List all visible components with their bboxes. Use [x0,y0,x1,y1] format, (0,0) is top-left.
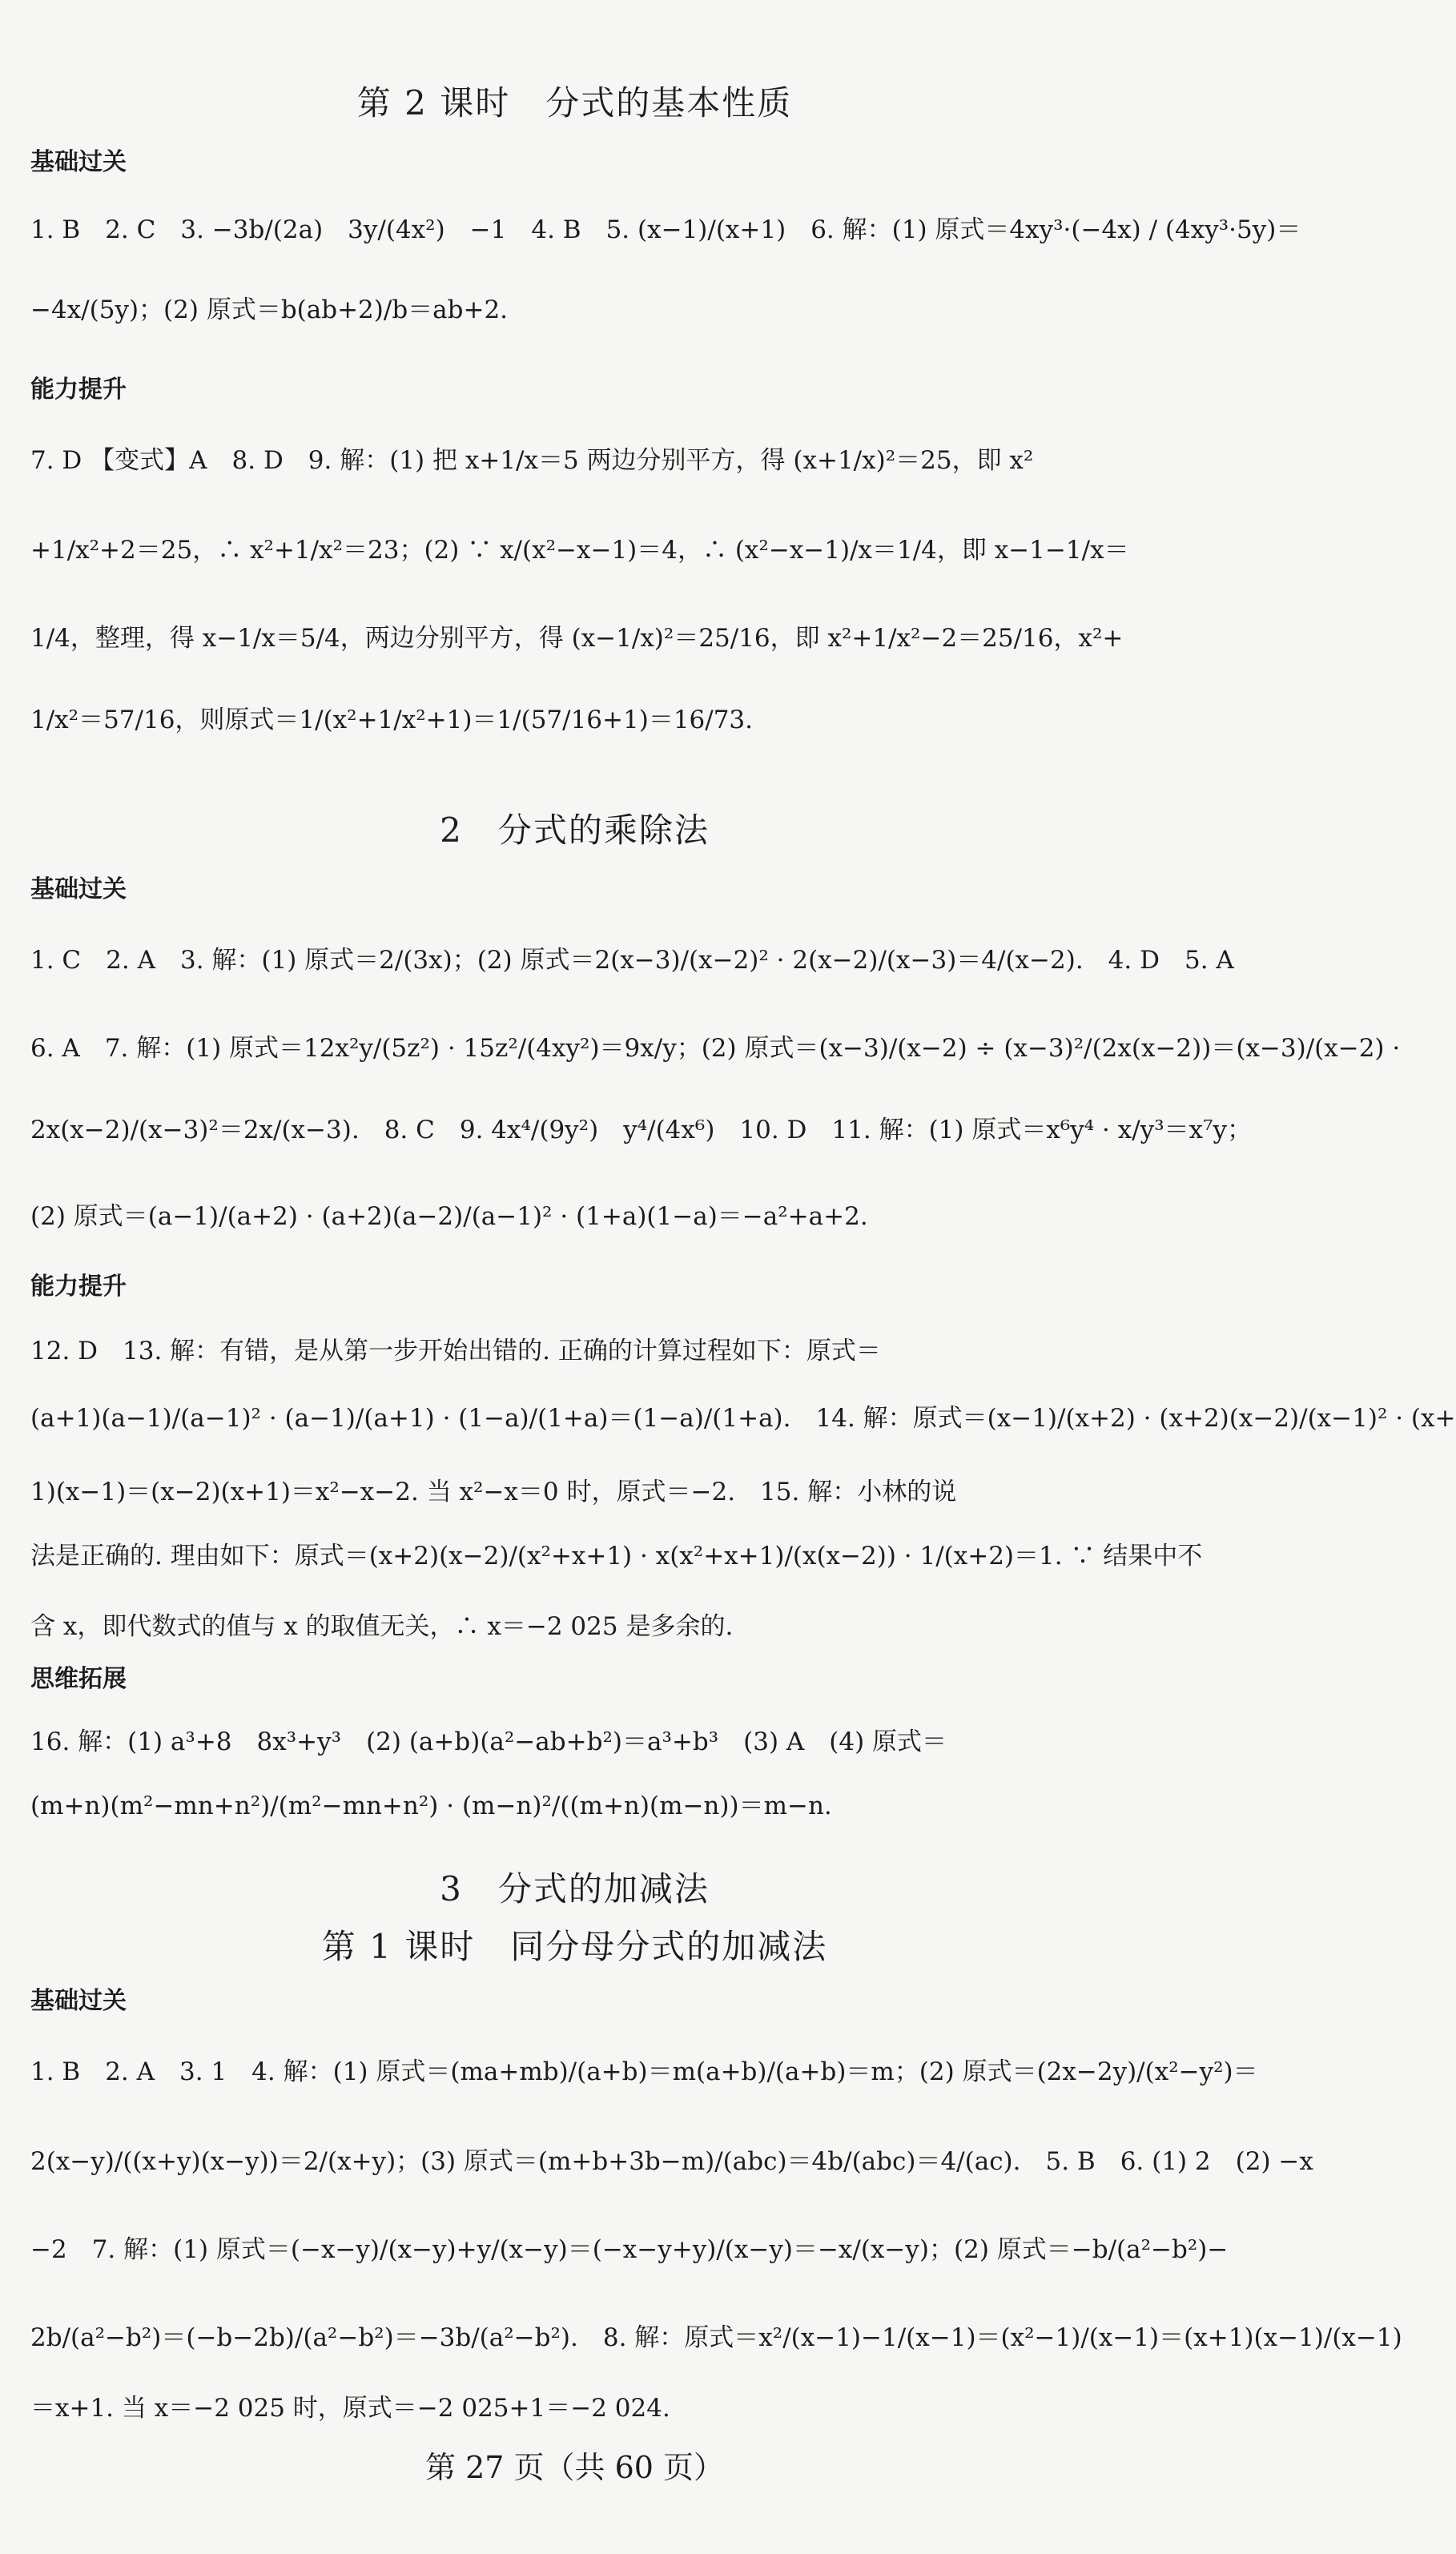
lesson-title-basic-properties: 第 2 课时 分式的基本性质 [356,83,793,123]
answer-line: +1/x²+2＝25，∴ x²+1/x²＝23；(2) ∵ x/(x²−x−1)＝4，∴ (x²−x−1)/x＝1/4，即 x−1−1/x＝ [30,536,1129,565]
answer-line: 1)(x−1)＝(x−2)(x+1)＝x²−x−2. 当 x²−x＝0 时，原式＝−2. 15. 解：小林的说 [30,1478,957,1506]
answer-line: 1. B 2. A 3. 1 4. 解：(1) 原式＝(ma+mb)/(a+b)＝m(a+b)/(a+b)＝m；(2) 原式＝(2x−2y)/(x²−y²)＝ [30,2057,1258,2086]
chapter-title-add-subtract: 3 分式的加减法 [440,1869,710,1908]
answer-line: 2b/(a²−b²)＝(−b−2b)/(a²−b²)＝−3b/(a²−b²). 8. 解：原式＝x²/(x−1)−1/(x−1)＝(x²−1)/(x−1)＝(x+1)(x−1)/(x−1) [30,2323,1402,2352]
answer-line: 含 x，即代数式的值与 x 的取值无关，∴ x＝−2 025 是多余的. [30,1612,734,1641]
section-heading-extension: 思维拓展 [30,1665,127,1693]
page-number-footer: 第 27 页（共 60 页） [424,2450,725,2485]
answer-line: (m+n)(m²−mn+n²)/(m²−mn+n²) · (m−n)²/((m+n)(m−n))＝m−n. [30,1792,832,1820]
lesson-title-same-denominator: 第 1 课时 同分母分式的加减法 [321,1927,828,1966]
answer-line: (2) 原式＝(a−1)/(a+2) · (a+2)(a−2)/(a−1)² · (1+a)(1−a)＝−a²+a+2. [30,1202,868,1231]
section-heading-basic: 基础过关 [30,1987,127,2015]
section-heading-advanced: 能力提升 [30,1273,127,1301]
chapter-title-multiply-divide: 2 分式的乘除法 [440,810,710,850]
answer-line: 16. 解：(1) a³+8 8x³+y³ (2) (a+b)(a²−ab+b²)＝a³+b³ (3) A (4) 原式＝ [30,1727,947,1756]
answer-line: −4x/(5y)；(2) 原式＝b(ab+2)/b＝ab+2. [30,296,509,324]
answer-line: ＝x+1. 当 x＝−2 025 时，原式＝−2 025+1＝−2 024. [30,2394,670,2423]
answer-line: 1/x²＝57/16，则原式＝1/(x²+1/x²+1)＝1/(57/16+1)＝16/73. [30,706,754,734]
answer-line: 1. B 2. C 3. −3b/(2a) 3y/(4x²) −1 4. B 5. (x−1)/(x+1) 6. 解：(1) 原式＝4xy³·(−4x) / (4xy³·5y)＝ [30,215,1301,244]
answer-line: 2x(x−2)/(x−3)²＝2x/(x−3). 8. C 9. 4x⁴/(9y²) y⁴/(4x⁶) 10. D 11. 解：(1) 原式＝x⁶y⁴ · x/y³＝x⁷y； [30,1116,1253,1144]
answer-line: 7. D 【变式】A 8. D 9. 解：(1) 把 x+1/x＝5 两边分别平方，得 (x+1/x)²＝25，即 x² [30,446,1034,475]
answer-line: 法是正确的. 理由如下：原式＝(x+2)(x−2)/(x²+x+1) · x(x²+x+1)/(x(x−2)) · 1/(x+2)＝1. ∵ 结果中不 [30,1542,1203,1571]
section-heading-basic: 基础过关 [30,148,127,176]
answer-line: 1/4，整理，得 x−1/x＝5/4，两边分别平方，得 (x−1/x)²＝25/16，即 x²+1/x²−2＝25/16，x²+ [30,624,1124,653]
section-heading-basic: 基础过关 [30,875,127,903]
answer-line: 1. C 2. A 3. 解：(1) 原式＝2/(3x)；(2) 原式＝2(x−3)/(x−2)² · 2(x−2)/(x−3)＝4/(x−2). 4. D 5. A [30,946,1234,975]
answer-line: 12. D 13. 解：有错，是从第一步开始出错的. 正确的计算过程如下：原式＝ [30,1337,881,1365]
answer-line: (a+1)(a−1)/(a−1)² · (a−1)/(a+1) · (1−a)/(1+a)＝(1−a)/(1+a). 14. 解：原式＝(x−1)/(x+2) · (x+2)(x−2)/(x−1)² · (x+ [30,1404,1456,1433]
answer-line: 6. A 7. 解：(1) 原式＝12x²y/(5z²) · 15z²/(4xy²)＝9x/y；(2) 原式＝(x−3)/(x−2) ÷ (x−3)²/(2x(x−2))＝(x−3)/(x−2) · [30,1034,1401,1063]
section-heading-advanced: 能力提升 [30,376,127,404]
answer-line: 2(x−y)/((x+y)(x−y))＝2/(x+y)；(3) 原式＝(m+b+3b−m)/(abc)＝4b/(abc)＝4/(ac). 5. B 6. (1) 2 (2) −x [30,2147,1313,2176]
answer-line: −2 7. 解：(1) 原式＝(−x−y)/(x−y)+y/(x−y)＝(−x−y+y)/(x−y)＝−x/(x−y)；(2) 原式＝−b/(a²−b²)− [30,2235,1229,2264]
